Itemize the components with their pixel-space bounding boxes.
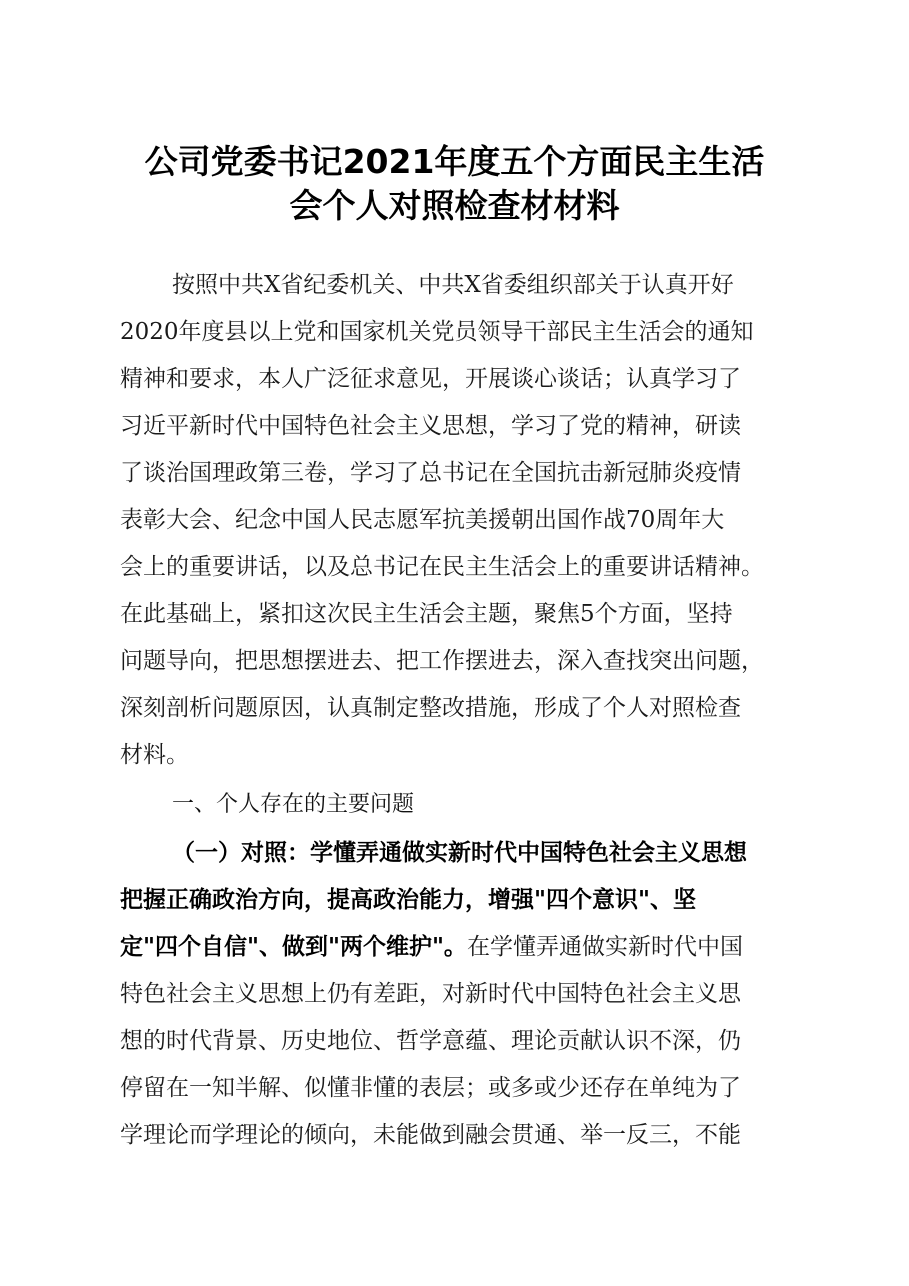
intro-line: 深刻剖析问题原因，认真制定整改措施，形成了个人对照检查: [120, 695, 741, 721]
intro-line: 会上的重要讲话，以及总书记在民主生活会上的重要讲话精神。: [120, 554, 764, 580]
intro-line: 表彰大会、纪念中国人民志愿军抗美援朝出国作战70周年大: [120, 507, 725, 533]
body-line: 想的时代背景、历史地位、哲学意蕴、理论贡献认识不深，仍: [120, 1028, 741, 1054]
intro-line: 2020年度县以上党和国家机关党员领导干部民主生活会的通知: [120, 319, 754, 345]
intro-line: 按照中共X省纪委机关、中共X省委组织部关于认真开好: [172, 272, 734, 298]
body-line: 特色社会主义思想上仍有差距，对新时代中国特色社会主义思: [120, 981, 741, 1007]
intro-line: 问题导向，把思想摆进去、把工作摆进去，深入查找突出问题，: [120, 648, 764, 674]
subsection-heading-line: 把握正确政治方向，提高政治能力，增强"四个意识"、坚: [120, 886, 696, 913]
intro-line: 精神和要求，本人广泛征求意见，开展谈心谈话；认真学习了: [120, 366, 741, 392]
intro-line: 了谈治国理政第三卷，学习了总书记在全国抗击新冠肺炎疫情: [120, 460, 741, 486]
intro-line: 材料。: [120, 742, 189, 768]
document-title: [100, 140, 809, 228]
subsection-heading-tail: 定"四个自信"、做到"两个维护"。: [120, 933, 467, 960]
subsection-mixed-line: [120, 932, 743, 962]
title-line: 会个人对照检查材材料: [289, 186, 620, 225]
intro-line: 在此基础上，紧扣这次民主生活会主题，聚焦5个方面，坚持: [120, 601, 733, 627]
body-line: 停留在一知半解、似懂非懂的表层；或多或少还存在单纯为了: [120, 1075, 741, 1101]
body-line: 学理论而学理论的倾向，未能做到融会贯通、举一反三，不能: [120, 1122, 741, 1148]
intro-line: 习近平新时代中国特色社会主义思想，学习了党的精神，研读: [120, 413, 741, 439]
subsection-heading-line: （一）对照：学懂弄通做实新时代中国特色社会主义思想: [172, 839, 747, 866]
body-text-start: 在学懂弄通做实新时代中国: [466, 934, 743, 960]
title-line: 公司党委书记2021年度五个方面民主生活: [144, 142, 765, 181]
section-heading: 一、个人存在的主要问题: [172, 792, 415, 817]
